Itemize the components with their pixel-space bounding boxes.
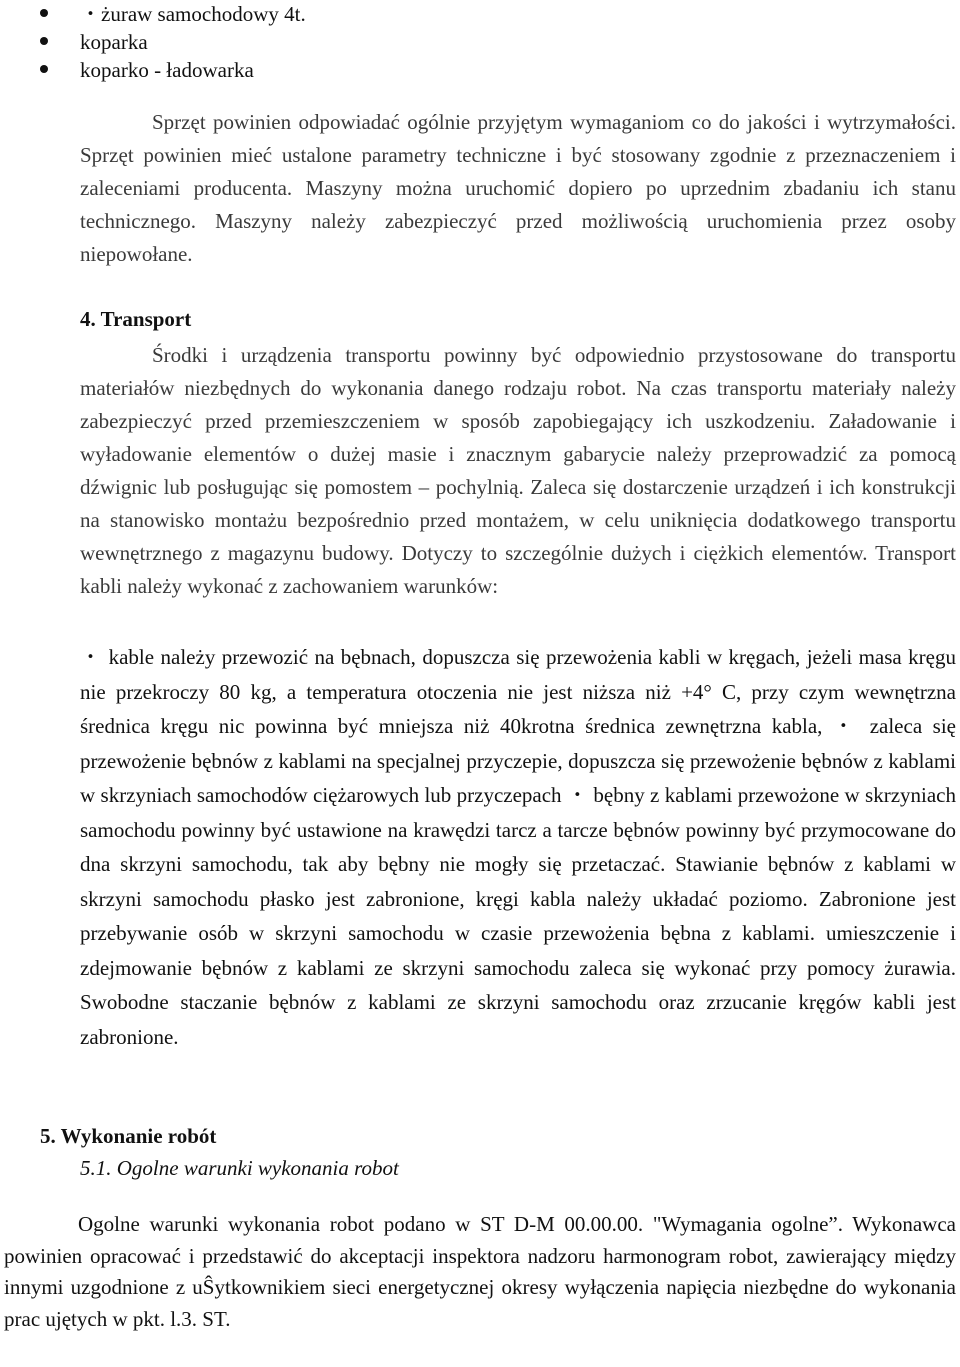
equipment-paragraph-text: Sprzęt powinien odpowiadać ogólnie przyjętym wymaganiom co do jakości i wytrzymałości. Sprzęt powinien mieć ustalone parametry techniczne i być stosowany zgodnie z przeznaczeniem i zaleceniami producenta. Maszyny można uruchomić dopiero po uprzednim zbadaniu ich stanu technicznego. Maszyny należy zabezpieczyć przed możliwością uruchomienia przez osoby niepowołane. [80, 110, 956, 266]
list-item [0, 28, 600, 58]
list-item-text: ・żuraw samochodowy 4t. [80, 2, 306, 26]
transport-paragraph-text: Środki i urządzenia transportu powinny być odpowiednio przystosowane do transportu materiałów niezbędnych do wykonania danego rodzaju robot. Na czas transportu materiały należy zabezpieczyć przed przemieszczeniem w sposób zapobiegający ich uszkodzeniu. Załadowanie i wyładowanie elementów o dużej masie i znacznym gabarycie należy przeprowadzić za pomocą dźwignic lub posługując się pomostem – pochylnią. Zaleca się dostarczenie urządzeń i ich konstrukcji na stanowisko montażu bezpośrednio przed montażem, w celu uniknięcia dodatkowego transportu wewnętrznego z magazynu budowy. Dotyczy to szczególnie dużych i ciężkich elementów. Transport kabli należy wykonać z zachowaniem warunków: [80, 343, 956, 598]
equipment-paragraph [80, 106, 956, 271]
list-item [0, 56, 600, 86]
bullet-dot [40, 65, 48, 73]
general-conditions-paragraph [4, 1209, 956, 1335]
bullet-dot [40, 37, 48, 45]
transport-paragraph [80, 339, 956, 603]
section-5-heading: 5. Wykonanie robót [40, 1124, 217, 1148]
list-item [0, 0, 600, 30]
cables-paragraph [80, 640, 956, 1054]
bullet-dot [40, 9, 48, 17]
section-4-heading: 4. Transport [80, 307, 192, 331]
general-conditions-text: Ogolne warunki wykonania robot podano w ST D-M 00.00.00. "Wymagania ogolne”. Wykonawca powinien opracować i przedstawić do akceptacji inspektora nadzoru harmonogram robot, zawierający między innymi uzgodnione z uŜytkownikiem sieci energetycznej okresy wyłączenia napięcia niezbędne do wykonania prac ujętych w pkt. l.3. ST. [4, 1212, 956, 1331]
cables-paragraph-text: ・ kable należy przewozić na bębnach, dopuszcza się przewożenia kabli w kręgach, jeżeli masa kręgu nie przekroczy 80 kg, a temperatura otoczenia nie jest niższa niż +4° C, przy czym wewnętrzna średnica kręgu nic powinna być mniejsza niż 40krotna średnica zewnętrzna kabla, ・ zaleca się przewożenie bębnów z kablami na specjalnej przyczepie, dopuszcza się przewożenie bębnów z kablami w skrzyniach samochodów ciężarowych lub przyczepach ・ bębny z kablami przewożone w skrzyniach samochodu powinny być ustawione na krawędzi tarcz a tarcze bębnów powinny być przymocowane do dna skrzyni samochodu, tak aby bębny nie mogły się przetaczać. Stawianie bębnów z kablami w skrzyni samochodu płasko jest zabronione, kręgi kabla należy układać poziomo. Zabronione jest przebywanie osób w skrzyni samochodu w czasie przewożenia bębna z kablami. umieszczenie i zdejmowanie bębnów z kablami ze skrzyni samochodu zaleca się wykonać przy pomocy żurawia. Swobodne staczanie bębnów z kablami ze skrzyni samochodu oraz zrzucanie kręgów kabli jest zabronione. [80, 645, 956, 1049]
list-item-text: koparka [80, 30, 148, 54]
section-5-1-subheading: 5.1. Ogolne warunki wykonania robot [80, 1156, 399, 1180]
list-item-text: koparko - ładowarka [80, 58, 254, 82]
